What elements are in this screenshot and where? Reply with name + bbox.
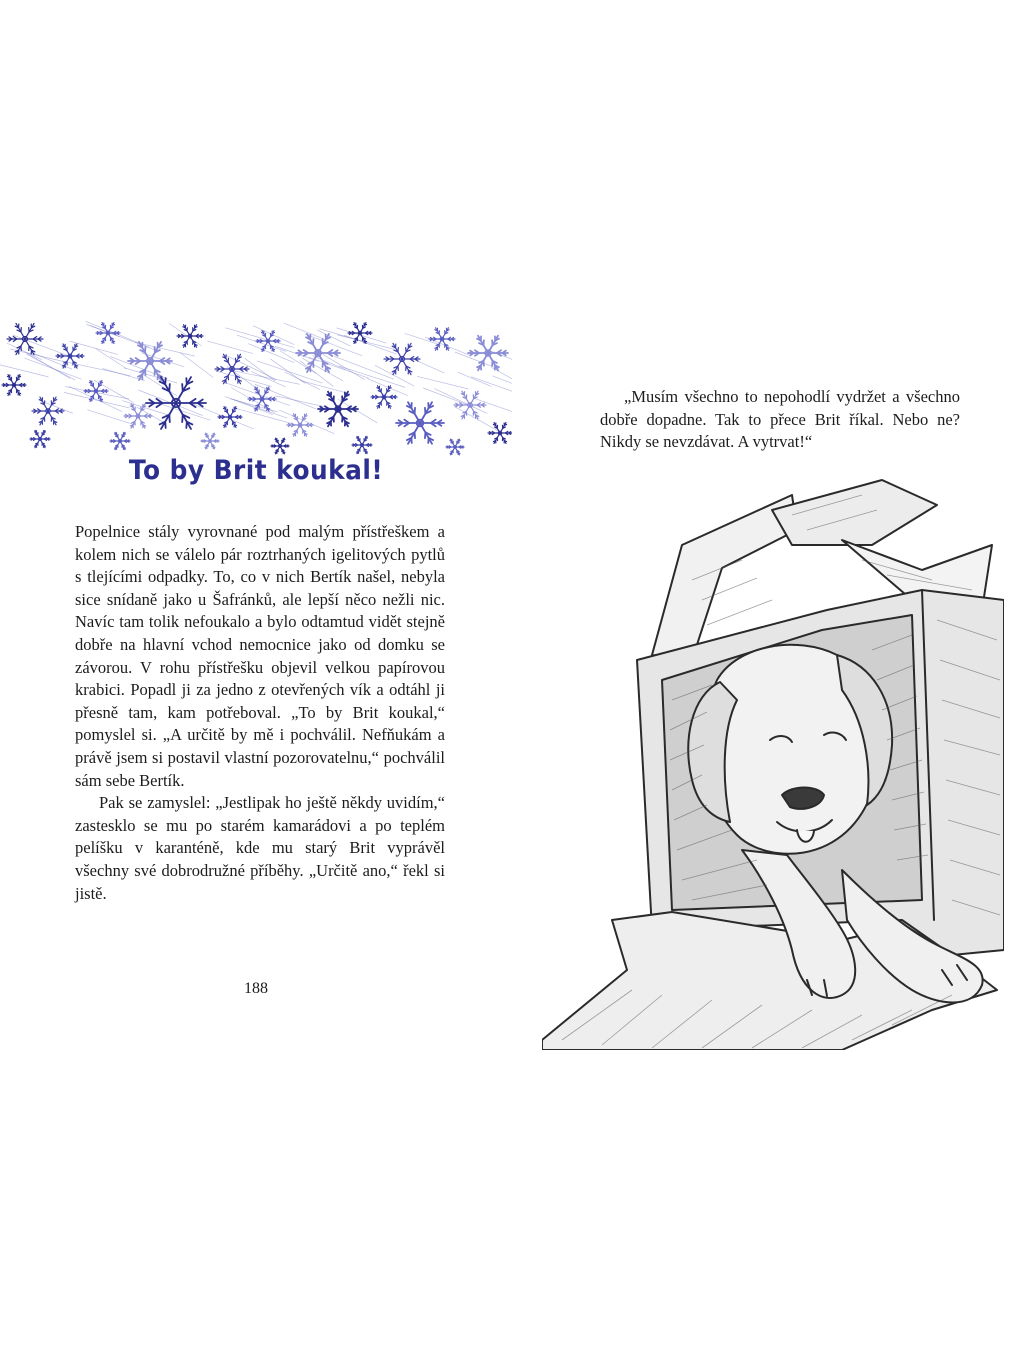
snowflake-banner	[0, 321, 512, 457]
paragraph-3: „Musím všechno to nepohodlí vydržet a všechno dobře dopadne. Tak to přece Brit říkal. Nebo ne? Nikdy se nevzdávat. A vytrvat!“	[600, 387, 960, 452]
paragraph-2: Pak se zamyslel: „Jestlipak ho ještě někdy uvidím,“ zastesklo se mu po starém kamarádovi a po teplém pelíšku v karanténě, kde mu starý Brit vyprávěl všechny své dobrodružné příběhy. „Určitě ano,“ řekl si jistě.	[75, 793, 445, 903]
right-page-text	[600, 386, 960, 454]
page-number: 188	[244, 980, 268, 997]
chapter-title: To by Brit koukal!	[128, 455, 384, 486]
right-page	[512, 0, 1024, 1365]
paragraph-1: Popelnice stály vyrovnané pod malým přístřeškem a kolem nich se válelo pár roztrhaných igelitových pytlů s tlejícími odpadky. To, co v nich Bertík našel, nebyla sice snídaně jako u Šafránků, ale lepší něco nežli nic. Navíc tam tolik nefoukalo a bylo odtamtud vidět stejně dobře na hlavní vchod nemocnice jako od domku se závorou. V rohu přístřešku objevil velkou papírovou krabici. Popadl ji za jedno z otevřených vík a odtáhl ji přesně tam, kam potřeboval. „To by Brit koukal,“ pomyslel si. „A určitě by mě i pochválil. Nefňukám a právě jsem si postavil vlastní pozorovatelnu,“ pochválil sám sebe Bertík.	[75, 522, 445, 790]
box-flap-top	[772, 480, 937, 545]
chapter-body	[75, 521, 445, 905]
puppy-in-box-illustration	[542, 450, 1004, 1050]
